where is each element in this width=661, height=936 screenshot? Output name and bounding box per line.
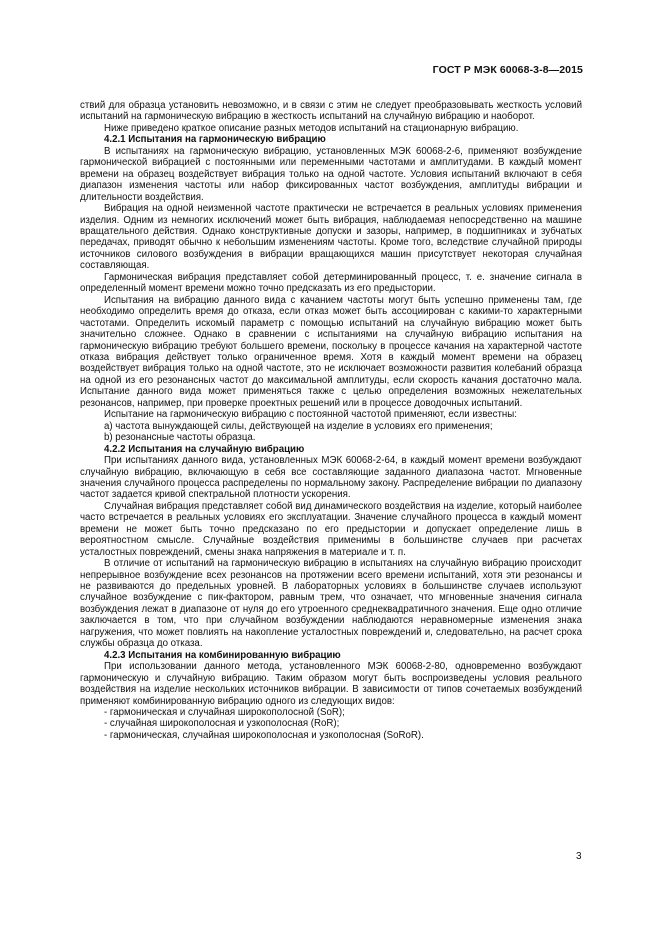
list-item-a: a) частота вынуждающей силы, действующей на изделие в условиях его применения; (104, 420, 493, 432)
section-heading-4-2-3: 4.2.3 Испытания на комбинированную вибрацию (104, 649, 341, 661)
paragraph-4-2-1-1: В испытаниях на гармоническую вибрацию, установленных МЭК 60068-2-6, применяют возбуждение гармонической вибрацией с постоянными или переменными частотами и амплитудами. В каждый момент времени на образец воздействует вибрация только на одной частоте. Условия испытаний включают в себя диапазон изменения частоты или набор фиксированных частот возбуждения, амплитуды вибрации и длительности воздействия. (80, 145, 582, 203)
paragraph-intro-summary: Ниже приведено краткое описание разных методов испытаний на стационарную вибрацию. (104, 122, 519, 134)
dash-list-item-soror: - гармоническая, случайная широкополосная и узкополосная (SoRoR). (104, 729, 424, 741)
document-code-header: ГОСТ Р МЭК 60068-3-8—2015 (432, 64, 583, 76)
paragraph-4-2-2-2: Случайная вибрация представляет собой вид динамического воздействия на изделие, который наиболее часто встречается в реальных условиях его эксплуатации. Значение случайного процесса в каждый момент времени не может быть точно предсказано по его предыстории и допускает определение лишь в вероятностном смысле. Случайные воздействия применимы в большинстве случаев при расчетах усталостных повреждений, смены знака напряжения в материале и т. п. (80, 500, 582, 558)
dash-list-item-sor: - гармоническая и случайная широкополосной (SoR); (104, 707, 345, 719)
section-heading-4-2-1: 4.2.1 Испытания на гармоническую вибрацию (104, 134, 326, 146)
list-item-b: b) резонансные частоты образца. (104, 432, 256, 444)
paragraph-4-2-3-1: При использовании данного метода, установленного МЭК 60068-2-80, одновременно возбуждают гармоническую и случайную вибрацию. Таким образом могут быть воспроизведены условия реального воздействия на изделие нескольких источников вибрации. В зависимости от типов сочетаемых возбуждений применяют комбинированную вибрацию одного из следующих видов: (80, 661, 582, 707)
page-body (80, 100, 582, 741)
section-heading-4-2-2: 4.2.2 Испытания на случайную вибрацию (104, 443, 305, 455)
paragraph-4-2-2-1: При испытаниях данного вида, установленных МЭК 60068-2-64, в каждый момент времени возбуждают случайную вибрацию, включающую в себя все составляющие заданного диапазона частот. Мгновенные значения случайного процесса распределены по нормальному закону. Распределение вибрации по диапазону частот задается кривой спектральной плотности ускорения. (80, 455, 582, 501)
paragraph-4-2-1-3: Гармоническая вибрация представляет собой детерминированный процесс, т. е. значение сигнала в определенный момент времени можно точно предсказать из его предыстории. (80, 271, 582, 295)
paragraph-4-2-1-4: Испытания на вибрацию данного вида с качанием частоты могут быть успешно применены там, где необходимо определить время до отказа, если отказ может быть ассоциирован с какими-то характерными частотами. Определить искомый параметр с помощью испытаний на случайную вибрацию может быть значительно сложнее. Однако в сравнении с испытаниями на случайную вибрацию испытания на гармоническую вибрацию требуют большего времени, поскольку в процессе качания на характерной частоте отказа вибрация действует только ограниченное время. Хотя в каждый момент времени на образец воздействует вибрация только на одной частоте, это не исключает возможности развития колебаний образца на одной из его резонансных частот до максимальной амплитуды, если скорость качания достаточно мала. Испытание данного вида может применяться также с целью определения возможных нежелательных резонансов, например, при проверке проектных решений или в процессе доводочных испытаний. (80, 294, 582, 409)
dash-list-item-ror: - случайная широкополосная и узкополосная (RoR); (104, 718, 340, 730)
paragraph-intro-continuation: ствий для образца установить невозможно, и в связи с этим не следует преобразовывать жесткость условий испытаний на гармоническую вибрацию в жесткость испытаний на случайную вибрацию и наоборот. (80, 100, 582, 123)
paragraph-4-2-2-3: В отличие от испытаний на гармоническую вибрацию в испытаниях на случайную вибрацию происходит непрерывное возбуждение всех резонансов на протяжении всего времени испытаний, хотя эти резонансы и не развиваются до предельных уровней. В лабораторных условиях в большинстве случаев используют случайное возбуждение с пик-фактором, равным трем, что означает, что мгновенные значения сигнала возбуждения лежат в диапазоне от нуля до его утроенного среднеквадратичного значения. Еще одно отличие заключается в том, что при случайном возбуждении наблюдаются неравномерные изменения знака нагружения, что может повлиять на накопление усталостных повреждений и, следовательно, на расчет срока службы образца до отказа. (80, 558, 582, 650)
page-number: 3 (576, 851, 582, 862)
paragraph-4-2-1-2: Вибрация на одной неизменной частоте практически не встречается в реальных условиях применения изделия. Одним из немногих исключений может быть вибрация, наблюдаемая непосредственно на машине вращательного действия. Однако конструктивные допуски и зазоры, например, в подшипниках и зубчатых передачах, приводят обычно к небольшим изменениям частоты. Кроме того, вследствие случайной природы источников силового возбуждения в вибрации вращающихся машин присутствует некоторая случайная составляющая. (80, 203, 582, 272)
paragraph-4-2-1-5: Испытание на гармоническую вибрацию с постоянной частотой применяют, если известны: (104, 409, 517, 421)
